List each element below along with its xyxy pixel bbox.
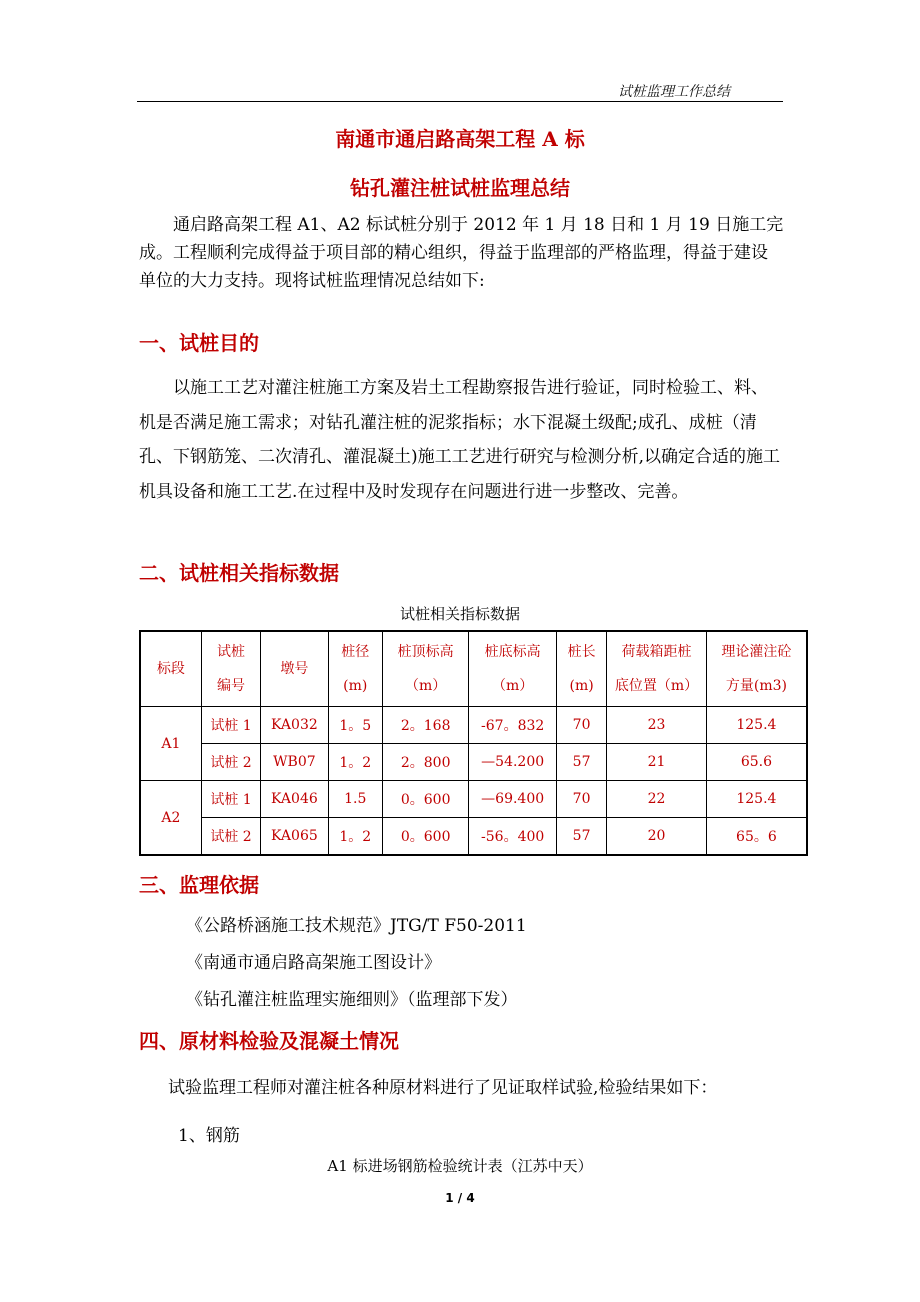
table-header-text: 标段 [156, 661, 185, 677]
table-cell: 125.4 [706, 781, 807, 818]
table-cell: WB07 [261, 744, 328, 781]
table-header-cell [607, 631, 707, 707]
section-heading-basis: 三、监理依据 [139, 873, 259, 897]
table-header-text: (m) [343, 678, 368, 694]
table-cell: 125.4 [706, 707, 807, 744]
table-cell: 21 [607, 744, 707, 781]
table-cell: KA046 [261, 781, 328, 818]
rebar-table-caption: A1 标进场钢筋检验统计表（江苏中天） [327, 1157, 593, 1175]
basis-item: 《公路桥涵施工技术规范》JTG/T F50-2011 [186, 916, 527, 936]
document-title: 南通市通启路高架工程 A 标 [335, 127, 585, 151]
table-cell: 试桩 2 [201, 744, 260, 781]
table-cell: -67。832 [469, 707, 557, 744]
table-header-text: 荷载箱距桩 [621, 644, 692, 660]
section-heading-materials: 四、原材料检验及混凝土情况 [139, 1029, 399, 1053]
materials-paragraph: 试验监理工程师对灌注桩各种原材料进行了见证取样试验,检验结果如下： [168, 1078, 718, 1098]
document-subtitle: 钻孔灌注桩试桩监理总结 [350, 176, 570, 200]
pile-data-table [139, 630, 808, 856]
table-header-cell [382, 631, 469, 707]
table-cell: 试桩 1 [201, 707, 260, 744]
table-cell: KA032 [261, 707, 328, 744]
table-header-cell [201, 631, 260, 707]
page-number: 1 / 4 [445, 1191, 475, 1205]
table-header-text: 方量(m3) [725, 678, 787, 694]
header-rule [137, 101, 783, 102]
table-header-cell [706, 631, 807, 707]
table-cell: 1。5 [328, 707, 382, 744]
table-row [140, 818, 807, 856]
table-cell: KA065 [261, 818, 328, 856]
table-row [140, 781, 807, 818]
basis-item: 《南通市通启路高架施工图设计》 [186, 953, 441, 973]
table-cell: 试桩 2 [201, 818, 260, 856]
table-cell: 20 [607, 818, 707, 856]
table-header-text: 桩长 [567, 644, 596, 660]
table-cell: 1。2 [328, 818, 382, 856]
table-header-text: 底位置（m） [614, 678, 699, 694]
table-header-cell [261, 631, 328, 707]
table-cell: 0。600 [382, 781, 469, 818]
running-header: 试桩监理工作总结 [618, 84, 730, 100]
table-cell: 23 [607, 707, 707, 744]
table-row [140, 744, 807, 781]
table-cell: 2。800 [382, 744, 469, 781]
section-heading-data: 二、试桩相关指标数据 [139, 561, 339, 585]
table-header-text: （m） [405, 678, 447, 694]
table-cell: 65。6 [706, 818, 807, 856]
section-cell: A1 [140, 707, 201, 781]
table-header-text: 理论灌注砼 [721, 644, 792, 660]
table-cell: 1。2 [328, 744, 382, 781]
table-cell: 70 [556, 707, 606, 744]
table-cell: -56。400 [469, 818, 557, 856]
table-cell: —69.400 [469, 781, 557, 818]
table-header-text: 桩径 [341, 644, 370, 660]
table-header-cell [328, 631, 382, 707]
table-header-text: 试桩 [217, 644, 246, 660]
table-row [140, 707, 807, 744]
table-cell: 1.5 [328, 781, 382, 818]
table-header-row [140, 631, 807, 707]
table-header-text: 墩号 [280, 661, 309, 677]
materials-subheading: 1、钢筋 [178, 1126, 240, 1146]
table-header-cell [469, 631, 557, 707]
table-header-text: 编号 [217, 678, 246, 694]
table-header-text: 桩底标高 [484, 644, 541, 660]
purpose-paragraph: 以施工工艺对灌注桩施工方案及岩土工程勘察报告进行验证，同时检验工、料、机是否满足施工需求；对钻孔灌注桩的泥浆指标；水下混凝土级配;成孔、成桩（清孔、下钢筋笼、二次清孔、灌混凝土)施工工艺进行研究与检测分析,以确定合适的施工机具设备和施工工艺.在过程中及时发现存在问题进行进一步整改、完善。 [139, 378, 781, 502]
table-cell: 22 [607, 781, 707, 818]
intro-paragraph: 通启路高架工程 A1、A2 标试桩分别于 2012 年 1 月 18 日和 1 月 19 日施工完成。工程顺利完成得益于项目部的精心组织，得益于监理部的严格监理，得益于建设单位的大力支持。现将试桩监理情况总结如下: [139, 215, 784, 291]
table-cell: 2。168 [382, 707, 469, 744]
table-header-text: （m） [492, 678, 534, 694]
basis-item: 《钻孔灌注桩监理实施细则》（监理部下发） [186, 990, 518, 1010]
table-header-cell [556, 631, 606, 707]
table-caption: 试桩相关指标数据 [399, 605, 520, 623]
table-cell: 试桩 1 [201, 781, 260, 818]
table-header-text: 桩顶标高 [397, 644, 454, 660]
section-cell: A2 [140, 781, 201, 856]
table-cell: 57 [556, 818, 606, 856]
table-header-cell [140, 631, 201, 707]
table-cell: 65.6 [706, 744, 807, 781]
table-cell: 0。600 [382, 818, 469, 856]
table-cell: 57 [556, 744, 606, 781]
table-cell: —54.200 [469, 744, 557, 781]
section-heading-purpose: 一、试桩目的 [139, 331, 259, 355]
table-cell: 70 [556, 781, 606, 818]
table-header-text: (m) [569, 678, 594, 694]
